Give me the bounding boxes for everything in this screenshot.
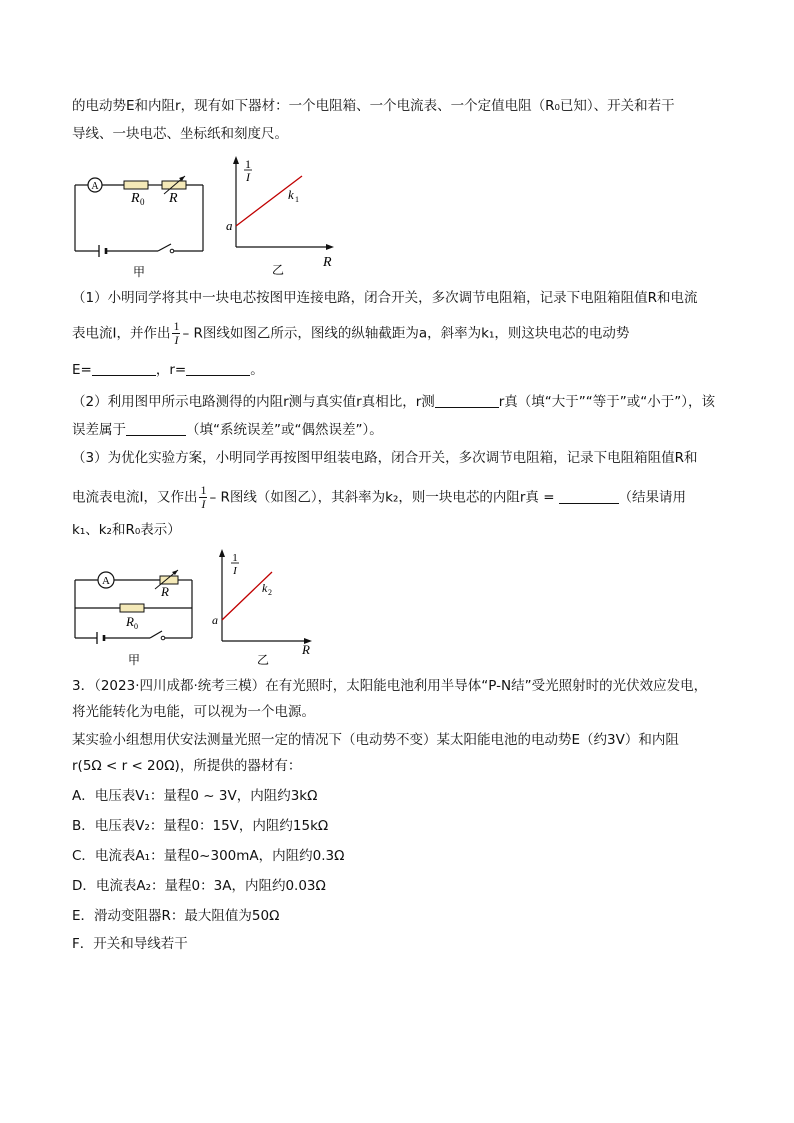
q3-line-3: k₁、k₂和R₀表示） <box>72 522 181 538</box>
fixed-resistor-icon-2 <box>120 604 144 612</box>
option-a: A．电压表V₁：量程0 ~ 3V，内阻约3kΩ <box>72 788 318 804</box>
svg-text:1: 1 <box>245 157 251 171</box>
svg-text:甲: 甲 <box>127 653 141 667</box>
problem3-line-2: 将光能转化为电能，可以视为一个电源。 <box>72 704 315 720</box>
q2-line-1: （2）利用图甲所示电路测得的内阻r测与真实值r真相比，r测 r真（填“大于”“等于”或“小于”），该 <box>72 394 716 410</box>
blank-r[interactable] <box>186 361 250 376</box>
svg-text:0: 0 <box>134 622 138 631</box>
option-d: D．电流表A₂：量程0：3A，内阻约0.03Ω <box>72 878 326 894</box>
svg-text:R: R <box>126 614 134 629</box>
circuit-figure-2 <box>70 566 200 670</box>
circuit-figure-1 <box>70 168 210 280</box>
option-e: E．滑动变阻器R：最大阻值为50Ω <box>72 908 280 924</box>
fraction-1-over-I-2: $\frac{1}{I}$ <box>200 483 207 511</box>
svg-text:1: 1 <box>232 552 238 564</box>
svg-text:I: I <box>233 565 237 577</box>
problem3-line-4: r(5Ω < r < 20Ω)，所提供的器材有： <box>72 758 302 774</box>
slope-label-1: k <box>288 187 294 202</box>
svg-text:R: R <box>161 584 169 599</box>
q1-line-1: （1）小明同学将其中一块电芯按图甲连接电路，闭合开关，多次调节电阻箱，记录下电阻箱阻值R和电流 <box>72 290 698 306</box>
q1-line-2: 表电流I，并作出 $\frac{1}{I}$ – R图线如图乙所示，图线的纵轴截距为a，斜率为k₁，则这块电芯的电动势 <box>72 319 630 347</box>
resistor-box-label: R <box>169 191 178 206</box>
q1-line-3: E= ，r= 。 <box>72 362 264 378</box>
fixed-resistor-label: R <box>131 191 140 206</box>
q2-line-2: 误差属于 （填“系统误差”或“偶然误差”）。 <box>72 422 383 438</box>
intro-line-2: 导线、一块电芯、坐标纸和刻度尺。 <box>72 126 288 142</box>
blank-internal-r[interactable] <box>559 489 619 504</box>
problem3-line-3: 某实验小组想用伏安法测量光照一定的情况下（电动势不变）某太阳能电池的电动势E（约3V）和内阻 <box>72 732 679 748</box>
option-f: F．开关和导线若干 <box>72 936 188 952</box>
svg-text:A: A <box>102 575 110 587</box>
svg-text:I: I <box>246 170 250 184</box>
graph-line-2 <box>222 572 272 620</box>
slope-label-2: k <box>262 581 268 595</box>
svg-text:R: R <box>323 255 332 270</box>
blank-compare[interactable] <box>435 393 499 408</box>
caption-jia: 甲 <box>132 265 146 279</box>
switch-icon <box>158 244 171 251</box>
graph-figure-2 <box>208 548 320 670</box>
intercept-label: a <box>226 218 233 233</box>
svg-text:1: 1 <box>295 195 299 204</box>
switch-icon-2 <box>150 631 162 638</box>
option-c: C．电流表A₁：量程0~300mA，内阻约0.3Ω <box>72 848 345 864</box>
svg-text:乙: 乙 <box>256 653 270 667</box>
q3-line-1: （3）为优化实验方案，小明同学再按图甲组装电路，闭合开关，多次调节电阻箱，记录下电阻箱阻值R和 <box>72 450 698 466</box>
option-b: B．电压表V₂：量程0：15V，内阻约15kΩ <box>72 818 329 834</box>
blank-emf[interactable] <box>92 361 156 376</box>
fraction-1-over-I: $\frac{1}{I}$ <box>173 319 180 347</box>
svg-text:a: a <box>212 613 218 627</box>
q3-line-2: 电流表电流I，又作出 $\frac{1}{I}$ – R图线（如图乙），其斜率为k₂，则一块电芯的内阻r真 = （结果请用 <box>72 483 687 511</box>
caption-yi: 乙 <box>271 263 285 277</box>
intro-line-1: 的电动势E和内阻r，现有如下器材：一个电阻箱、一个电流表、一个定值电阻（R₀已知）、开关和若干 <box>72 98 675 114</box>
svg-text:2: 2 <box>268 588 272 597</box>
blank-error-type[interactable] <box>126 421 186 436</box>
svg-text:R: R <box>302 642 310 657</box>
graph-figure-1 <box>222 156 340 282</box>
fixed-resistor-icon <box>124 181 148 189</box>
problem3-line-1: 3．（2023·四川成都·统考三模）在有光照时，太阳能电池利用半导体“P-N结”受光照射时的光伏效应发电， <box>72 678 708 694</box>
ammeter-label: A <box>91 181 99 192</box>
svg-text:0: 0 <box>140 197 145 207</box>
